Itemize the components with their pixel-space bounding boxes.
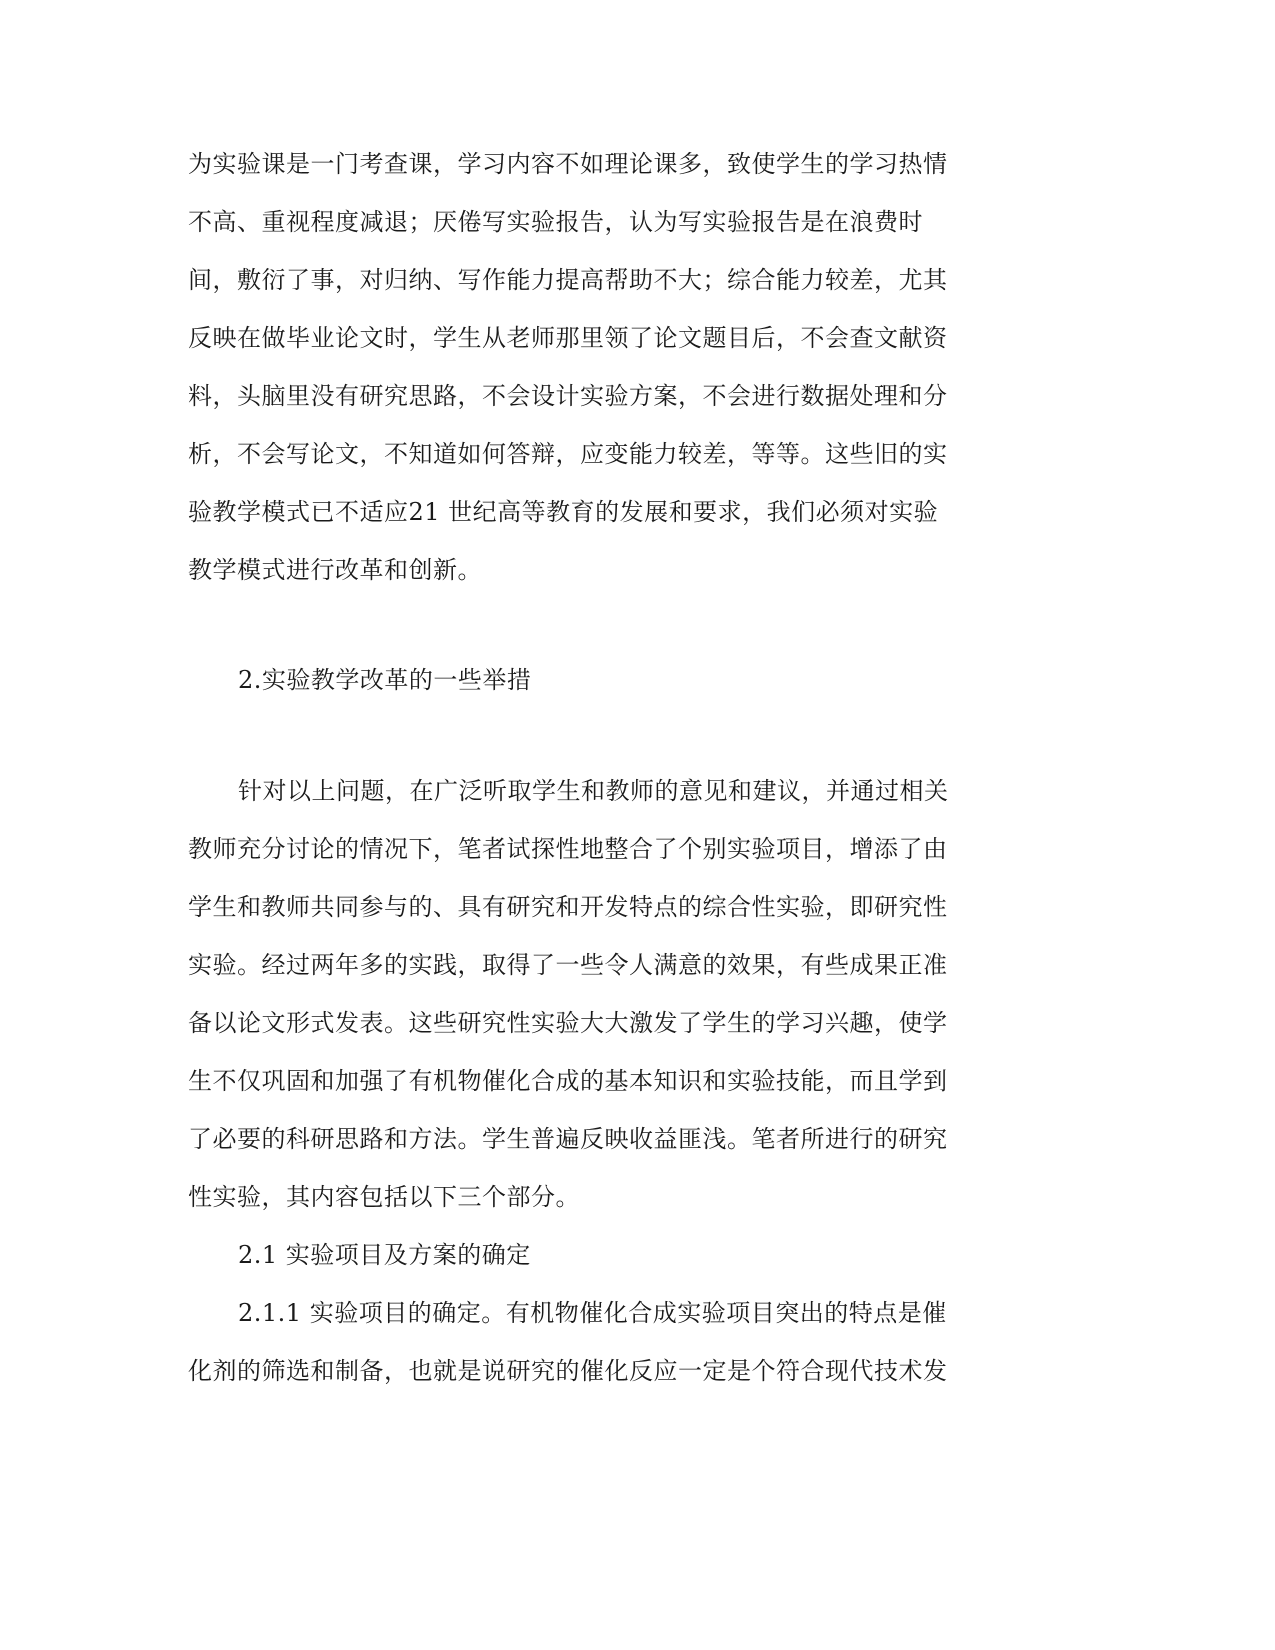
body-text-line: 了必要的科研思路和方法。学生普遍反映收益匪浅。笔者所进行的研究 [188,1125,948,1153]
body-text-line: 教学模式进行改革和创新。 [188,556,482,584]
body-text-line: 反映在做毕业论文时，学生从老师那里领了论文题目后，不会查文献资 [188,324,948,352]
body-text-line: 生不仅巩固和加强了有机物催化合成的基本知识和实验技能，而且学到 [188,1067,948,1095]
body-text-line: 针对以上问题，在广泛听取学生和教师的意见和建议，并通过相关 [238,777,949,805]
body-text-line: 不高、重视程度减退；厌倦写实验报告，认为写实验报告是在浪费时 [188,208,923,236]
body-text-line: 验教学模式已不适应21 世纪高等教育的发展和要求，我们必须对实验 [188,498,939,526]
body-text-line: 析，不会写论文，不知道如何答辩，应变能力较差，等等。这些旧的实 [188,440,948,468]
body-text-line: 实验。经过两年多的实践，取得了一些令人满意的效果，有些成果正准 [188,951,948,979]
body-text-line: 学生和教师共同参与的、具有研究和开发特点的综合性实验，即研究性 [188,893,948,921]
body-text-line: 教师充分讨论的情况下，笔者试探性地整合了个别实验项目，增添了由 [188,835,948,863]
body-text-line: 料，头脑里没有研究思路，不会设计实验方案，不会进行数据处理和分 [188,382,948,410]
body-text-line: 为实验课是一门考查课，学习内容不如理论课多，致使学生的学习热情 [188,150,948,178]
body-text-line: 2.1.1 实验项目的确定。有机物催化合成实验项目突出的特点是催 [238,1299,947,1327]
body-text-line: 化剂的筛选和制备，也就是说研究的催化反应一定是个符合现代技术发 [188,1357,948,1385]
body-text-line: 备以论文形式发表。这些研究性实验大大激发了学生的学习兴趣，使学 [188,1009,948,1037]
body-text-line: 间，敷衍了事，对归纳、写作能力提高帮助不大；综合能力较差，尤其 [188,266,948,294]
body-text-line: 性实验，其内容包括以下三个部分。 [188,1183,580,1211]
section-heading: 2.实验教学改革的一些举措 [238,666,532,694]
subsection-heading: 2.1 实验项目及方案的确定 [238,1241,531,1269]
